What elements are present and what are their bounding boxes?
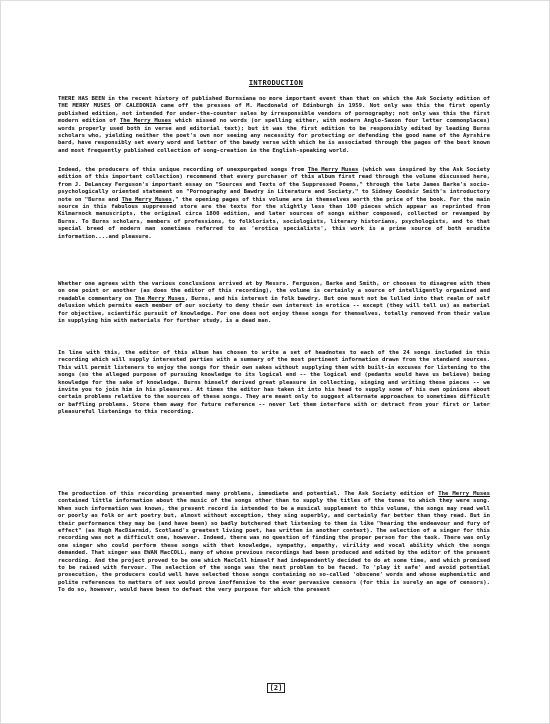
paragraph-5: The production of this recording presented many problems, immediate and potential. The Ask Society edition of The Merry Muses contained little information about the music of the songs other than to supply the titles of the tunes to which they were sung. When such information was known, the present record is intended to be a musical supplement to this volume, the songs may read well or poorly as folk or art poetry but, almost without exception, they sing superbly, and certainly far better than they read. But in their performance they may be (and have been) so badly butchered that listening to them is like "hearing the endeavour and fury of effect" (as Hugh MacDiarmid, Scotland's greatest living poet, has written in another context). The selection of a singer for this recording was not a difficult one, however. Indeed, there was no question of finding the proper person for the task. There was only one singer who could perform these songs with that knowledge, sympathy, empathy, virility and vocal ability which the songs demanded. That singer was EWAN MacCOLL, many of whose previous recordings had been produced and edited by the editor of the present recording. And the project proved to be one which MacColl himself had independently decided to do at some time, and which promised to be raised with fervour. The selection of the songs was the next problem to be faced. To 'play it safe' and avoid potential prosecution, the producers could well have selected those songs containing no so-called 'obscene' words and whose euphemistic and polite references to matters of sex would prove inoffensive to the ever pervasive censors (for this is surely an age of censors). To do so, however, would have been to defeat the very purpose for which the present — [58, 491, 490, 594]
paragraph-2: Indeed, the producers of this unique recording of unexpurgated songs from The Merry Muses (which was inspired by the Ask Society edition of this important collection) recommend that every purchaser of this album first read through the volume discussed here, from J. DeLancey Ferguson's important essay on "Sources and Texts of the Suppressed Poems," through the late James Barke's socio-psychologically oriented statement on "Pornography and Bawdry in Literature and Society," to Sidney Goodsir Smith's introductory note on "Burns and The Merry Muses," the opening pages of this volume are in themselves worth the price of the book. For the main source in this fabulous suppressed store are the texts for the slightly less than 100 pieces which appear as reprinted from Kilmarnock manuscripts, the original circa 1800 edition, and later sources of songs either composed, collected or revamped by Burns. To Burns scholars, members of professions, to folklorists, sociologists, literary historians, psychologists, and to that special breed of modern man sometimes referred to as 'erotica specialists', this work is a prime source of both erudite information....and pleasure. — [58, 167, 490, 240]
underlined-title: The Merry Muses — [119, 118, 172, 125]
paragraph-4: In line with this, the editor of this album has chosen to write a set of headnotes to each of the 24 songs included in this recording which will supply interested parties with a summary of the most pertinent information drawn from the standard sources. This will permit listeners to enjoy the songs for their own sakes without supplying them with built-in excuses for listening to the songs (so the alleged purpose of pursuing knowledge to its logical end -- the logical end (pedants would have us believe) being knowledge for the sake of knowledge. Burns himself derived great pleasure in collecting, singing and writing these pieces -- we invite you to join him in his pleasures. At times the editor has taken it into his head to supply some of his own opinions about certain problems relative to the sources of these songs. They are meant only to suggest alternate approaches to sometimes difficult or baffling problems. Store them away for future reference -- never let them interfere with or detract from your first or later pleasureful listenings to this recording. — [58, 350, 490, 416]
underlined-title: The Merry Muses — [134, 295, 185, 302]
page-number-label: [2] — [267, 683, 286, 693]
page-number — [1, 684, 550, 692]
paragraph-1: THERE HAS BEEN in the recent history of published Burnsiana no more important event than that on which the Ask Society edition of THE MERRY MUSES OF CALEDONIA came off the presses of M. Macdonald of Edinburgh in 1959. Not only was this the first openly published edition, not intended for under-the-counter sales by irresponsible vendors of pornography; not only was this the first modern edition of The Merry Muses which missed no words (or spelling either, with modern Anglo-Saxon four letter commonplaces) words properly used both in verse and editorial text); but it was the first edition to be responsibly edited by leading Burns scholars who, yielding neither the poet's own nor seeing any necessity for protecting or defending the good name of the Ayrshire bard, have responsibly set every word and letter of the bawdy verse with which he is associated through the pages of the best known and most frequently published collection of song-creation in the English-speaking world. — [58, 96, 490, 154]
underlined-title: The Merry Muses — [307, 167, 359, 173]
underlined-title: The Merry Muses — [121, 196, 172, 203]
paragraph-3: Whether one agrees with the various conclusions arrived at by Messrs. Ferguson, Barke and Smith, or chooses to disagree with them on one point or another (as does the editor of this recording), the volume is certainly a source of intelligently organized and readable commentary on The Merry Muses, Burns, and his interest in folk bawdry. But one must not be lulled into that realm of self delusion which permits each member of our society to deny their own interest in erotica -- except (they will tell us) as material for objective, scientific pursuit of knowledge. For one does not enjoy these songs for themselves, totally removed from their value in supplying him with materials for further study, is a dead man. — [58, 281, 490, 325]
underlined-title: The Merry Muses — [438, 491, 490, 497]
page-title: INTRODUCTION — [248, 79, 304, 87]
